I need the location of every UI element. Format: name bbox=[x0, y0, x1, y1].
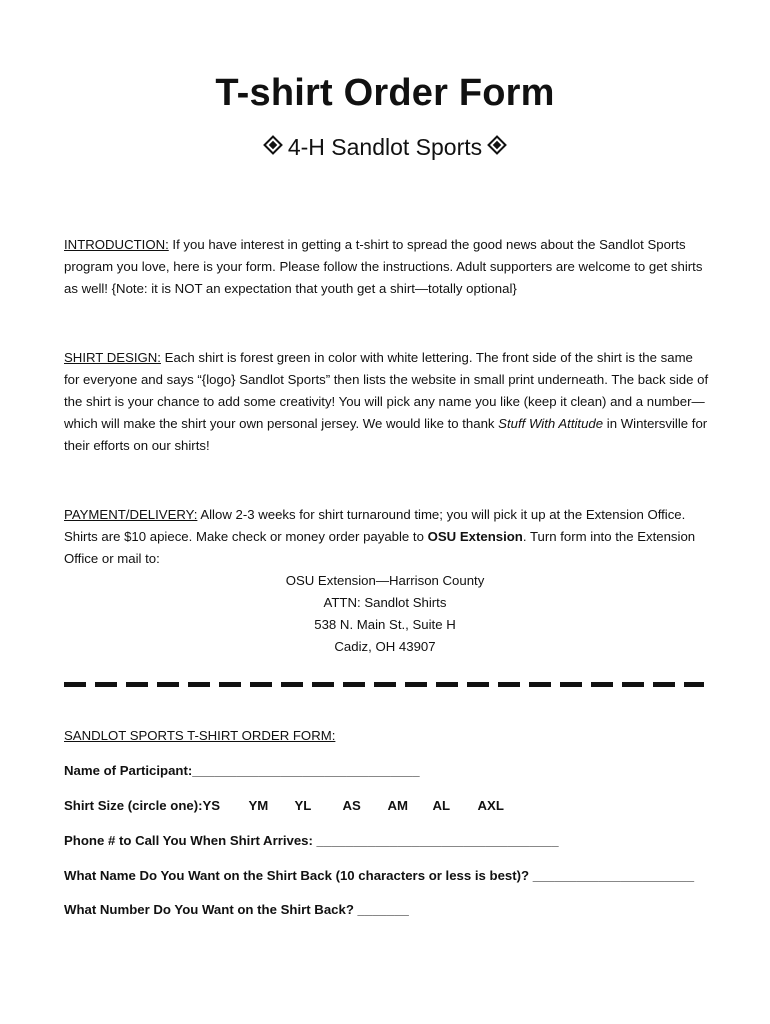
size-option-al[interactable]: AL bbox=[432, 798, 451, 813]
participant-name-field[interactable]: Name of Participant:_______________________________ bbox=[64, 763, 420, 778]
shirt-back-number-field[interactable]: What Number Do You Want on the Shirt Back? _______ bbox=[64, 902, 409, 917]
payee-name: OSU Extension bbox=[427, 529, 523, 544]
payment-delivery-section bbox=[64, 504, 710, 570]
shirt-size-label: Shirt Size (circle one): bbox=[64, 798, 203, 813]
introduction-heading: INTRODUCTION: bbox=[64, 237, 169, 252]
phone-number-field[interactable]: Phone # to Call You When Shirt Arrives: _________________________________ bbox=[64, 833, 559, 848]
page-subtitle bbox=[0, 134, 770, 161]
diamond-bullet-icon bbox=[487, 135, 507, 155]
address-line: 538 N. Main St., Suite H bbox=[314, 617, 456, 632]
diamond-bullet-icon bbox=[263, 135, 283, 155]
address-line: Cadiz, OH 43907 bbox=[334, 639, 436, 654]
order-form-heading: SANDLOT SPORTS T-SHIRT ORDER FORM: bbox=[64, 728, 336, 743]
shirt-back-name-field[interactable]: What Name Do You Want on the Shirt Back (10 characters or less is best)? ______________________ bbox=[64, 868, 695, 883]
sponsor-name: Stuff With Attitude bbox=[498, 416, 604, 431]
shirt-size-field[interactable] bbox=[64, 798, 504, 813]
size-option-axl[interactable]: AXL bbox=[477, 798, 504, 813]
introduction-section bbox=[64, 234, 710, 300]
size-option-ym[interactable]: YM bbox=[248, 798, 269, 813]
introduction-text: If you have interest in getting a t-shirt to spread the good news about the Sandlot Sports program you love, here is your form. Please follow the instructions. Adult supporters are welcome to get shirts as well! {Note: it is NOT an expectation that youth get a shirt—totally optional} bbox=[64, 237, 703, 296]
payment-delivery-heading: PAYMENT/DELIVERY: bbox=[64, 507, 198, 522]
size-option-am[interactable]: AM bbox=[387, 798, 409, 813]
cut-line-divider bbox=[64, 682, 704, 687]
page-title: T-shirt Order Form bbox=[215, 72, 555, 114]
size-option-ys[interactable]: YS bbox=[202, 798, 221, 813]
subtitle-text: 4-H Sandlot Sports bbox=[287, 134, 483, 160]
shirt-design-heading: SHIRT DESIGN: bbox=[64, 350, 161, 365]
size-option-yl[interactable]: YL bbox=[294, 798, 312, 813]
shirt-design-text: Each shirt is forest green in color with white lettering. The front side of the shirt is the same for everyone and says “{logo} Sandlot Sports” then lists the website in small print underneath. The back side of the shirt is your chance to add some creativity! You will pick any name you like (keep it clean) and a number—which will make the shirt your own personal jersey. We would like to thank bbox=[64, 350, 709, 431]
shirt-design-section bbox=[64, 347, 710, 457]
address-line: ATTN: Sandlot Shirts bbox=[323, 595, 447, 610]
shirt-design-text-end: in Wintersville for their efforts on our shirts! bbox=[64, 416, 708, 453]
size-option-as[interactable]: AS bbox=[342, 798, 361, 813]
payment-delivery-text-end: . Turn form into the Extension Office or mail to: bbox=[64, 529, 696, 566]
payment-delivery-text: Allow 2-3 weeks for shirt turnaround time; you will pick it up at the Extension Office. Shirts are $10 apiece. Make check or money order payable to bbox=[64, 507, 686, 544]
address-line: OSU Extension—Harrison County bbox=[285, 573, 485, 588]
mailing-address bbox=[0, 570, 770, 658]
